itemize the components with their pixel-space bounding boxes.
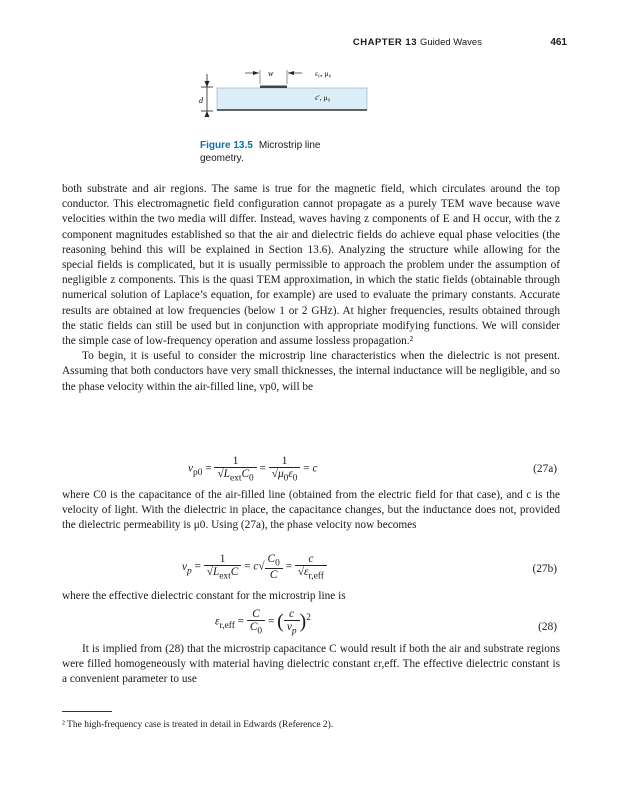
substrate xyxy=(217,88,367,110)
body-text xyxy=(62,182,560,395)
chapter-label: CHAPTER 13 xyxy=(352,37,417,48)
air-label: ε₀, μ₀ xyxy=(315,69,332,78)
paragraph-1: both substrate and air regions. The same is true for the magnetic field, which circulates around the top conductor. This electromagnetic field configuration cannot propagate as a purely TEM wave because wave velocities within the two media will differ. Instead, waves having z components of E and H occur, with the z component magnitudes established so that the air and dielectric fields do achieve equal phase velocities (the reasoning behind this will be explained in Section 13.6). Analyzing the structure while allowing for the special fields is complicated, but it is usually permissible to approach the problem under the assumption of negligible z components. This is the quasi TEM approximation, in which the static fields (obtainable through numerical solution of Laplace’s equation, for example) are used to evaluate the primary constants. Accurate results are obtained at low frequencies (below 1 or 2 GHz). At higher frequencies, results obtained through the static fields can still be used but in conjunction with appropriate modifying functions. We will consider the simple case of low-frequency operation and assume lossless propagation.² xyxy=(62,183,560,348)
page-header xyxy=(0,37,627,51)
chapter-title: Guided Waves xyxy=(420,37,482,48)
paragraph-5: It is implied from (28) that the microstrip capacitance C would result if both the air and substrate regions were filled homogeneously with material having dielectric constant εr,eff. The effective dielectric constant is a convenient parameter to use xyxy=(62,643,560,686)
footnote: ² The high-frequency case is treated in detail in Edwards (Reference 2). xyxy=(62,720,334,730)
body-text-3 xyxy=(62,589,560,604)
figure-caption-text: Microstrip line geometry. xyxy=(200,140,321,164)
body-text-2 xyxy=(62,488,560,534)
page-number: 461 xyxy=(550,37,567,48)
eq-27a-number: (27a) xyxy=(533,463,557,475)
paragraph-2: To begin, it is useful to consider the microstrip line characteristics when the dielectric is not present. Assuming that both conductors have very small thicknesses, the internal inductance will be negligible, and so the phase velocity within the air-filled line, vp0, will be xyxy=(62,350,560,393)
eq-27b-number: (27b) xyxy=(532,563,557,575)
paragraph-3: where C0 is the capacitance of the air-filled line (obtained from the electric field for that case), and c is the velocity of light. With the dielectric in place, the capacitance changes, but the inductance does not, provided the dielectric permeability is μ0. Using (27a), the phase velocity now becomes xyxy=(62,489,560,532)
microstrip-figure xyxy=(195,62,375,132)
figure-caption xyxy=(200,139,360,165)
figure-label: Figure 13.5 xyxy=(200,140,253,151)
top-conductor xyxy=(260,86,287,89)
substrate-label: ε′, μ₀ xyxy=(315,93,331,102)
w-label: w xyxy=(268,69,274,78)
eq-28-number: (28) xyxy=(538,621,557,633)
d-label: d xyxy=(199,96,203,105)
paragraph-4: where the effective dielectric constant for the microstrip line is xyxy=(62,590,346,602)
body-text-4 xyxy=(62,642,560,688)
footnote-rule xyxy=(62,711,112,712)
